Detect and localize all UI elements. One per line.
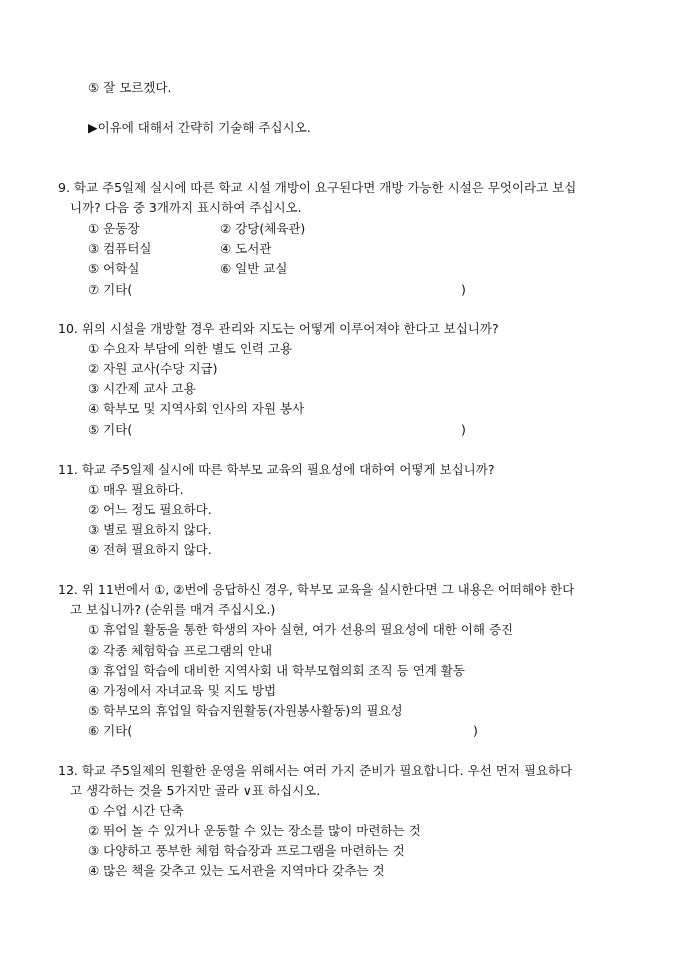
q13-option-1[interactable]: ① 수업 시간 단축 <box>88 803 184 818</box>
q10-text-line1: 10. 위의 시설을 개방할 경우 관리와 지도는 어떻게 이루어져야 한다고 보십니까? <box>58 321 499 336</box>
q10-option-4[interactable]: ④ 학부모 및 지역사회 인사의 자원 봉사 <box>88 401 305 416</box>
q9-other-close-paren: ) <box>461 282 466 297</box>
q9-option-2[interactable]: ② 강당(체육관) <box>220 221 306 236</box>
q12-option-other[interactable]: ⑥ 기타( <box>88 723 133 738</box>
q11-text-line1: 11. 학교 주5일제 실시에 따른 학부모 교육의 필요성에 대하여 어떻게 보십니까? <box>58 462 495 477</box>
q11-option-4[interactable]: ④ 전혀 필요하지 않다. <box>88 542 212 557</box>
q10-option-2[interactable]: ② 자원 교사(수당 지급) <box>88 361 218 376</box>
q11-option-2[interactable]: ② 어느 정도 필요하다. <box>88 502 212 517</box>
q13-text-line2: 고 생각하는 것을 5가지만 골라 ∨표 하십시오. <box>70 783 321 798</box>
q9-option-5[interactable]: ⑤ 어학실 <box>88 261 140 276</box>
q13-option-3[interactable]: ③ 다양하고 풍부한 체험 학습장과 프로그램을 마련하는 것 <box>88 843 405 858</box>
q9-option-1[interactable]: ① 운동장 <box>88 221 140 236</box>
q10-option-3[interactable]: ③ 시간제 교사 고용 <box>88 381 196 396</box>
q10-option-1[interactable]: ① 수요자 부담에 의한 별도 인력 고용 <box>88 341 293 356</box>
q9-text-line2: 니까? 다음 중 3개까지 표시하여 주십시오. <box>70 200 302 215</box>
q12-text-line1: 12. 위 11번에서 ①, ②번에 응답하신 경우, 학부모 교육을 실시한다면 그 내용은 어떠해야 한다 <box>58 582 575 597</box>
q12-text-line2: 고 보십니까? (순위를 매겨 주십시오.) <box>70 602 276 617</box>
q11-option-1[interactable]: ① 매우 필요하다. <box>88 482 184 497</box>
q11-option-3[interactable]: ③ 별로 필요하지 않다. <box>88 522 212 537</box>
reason-prompt: ▶이유에 대해서 간략히 기술해 주십시오. <box>88 120 311 135</box>
q9-option-6[interactable]: ⑥ 일반 교실 <box>220 261 288 276</box>
q12-option-3[interactable]: ③ 휴업일 학습에 대비한 지역사회 내 학부모협의회 조직 등 연계 활동 <box>88 663 465 678</box>
q13-option-4[interactable]: ④ 많은 책을 갖추고 있는 도서관을 지역마다 갖추는 것 <box>88 863 385 878</box>
q12-option-5[interactable]: ⑤ 학부모의 휴업일 학습지원활동(자원봉사활동)의 필요성 <box>88 703 403 718</box>
q13-option-2[interactable]: ② 뛰어 놀 수 있거나 운동할 수 있는 장소를 많이 마련하는 것 <box>88 823 421 838</box>
q12-option-2[interactable]: ② 각종 체험학습 프로그램의 안내 <box>88 643 273 658</box>
q9-text-line1: 9. 학교 주5일제 실시에 따른 학교 시설 개방이 요구된다면 개방 가능한 시설은 무엇이라고 보십 <box>58 180 577 195</box>
q10-option-other[interactable]: ⑤ 기타( <box>88 422 133 437</box>
q12-option-4[interactable]: ④ 가정에서 자녀교육 및 지도 방법 <box>88 683 277 698</box>
q12-option-1[interactable]: ① 휴업일 활동을 통한 학생의 자아 실현, 여가 선용의 필요성에 대한 이해 증진 <box>88 622 514 637</box>
q12-other-close-paren: ) <box>473 723 478 738</box>
q9-option-4[interactable]: ④ 도서관 <box>220 241 272 256</box>
q10-other-close-paren: ) <box>461 422 466 437</box>
q9-option-other[interactable]: ⑦ 기타( <box>88 282 133 297</box>
q13-text-line1: 13. 학교 주5일제의 원활한 운영을 위해서는 여러 가지 준비가 필요합니다. 우선 먼저 필요하다 <box>58 763 573 778</box>
q9-option-3[interactable]: ③ 컴퓨터실 <box>88 241 152 256</box>
prev-option-5[interactable]: ⑤ 잘 모르겠다. <box>88 80 172 95</box>
